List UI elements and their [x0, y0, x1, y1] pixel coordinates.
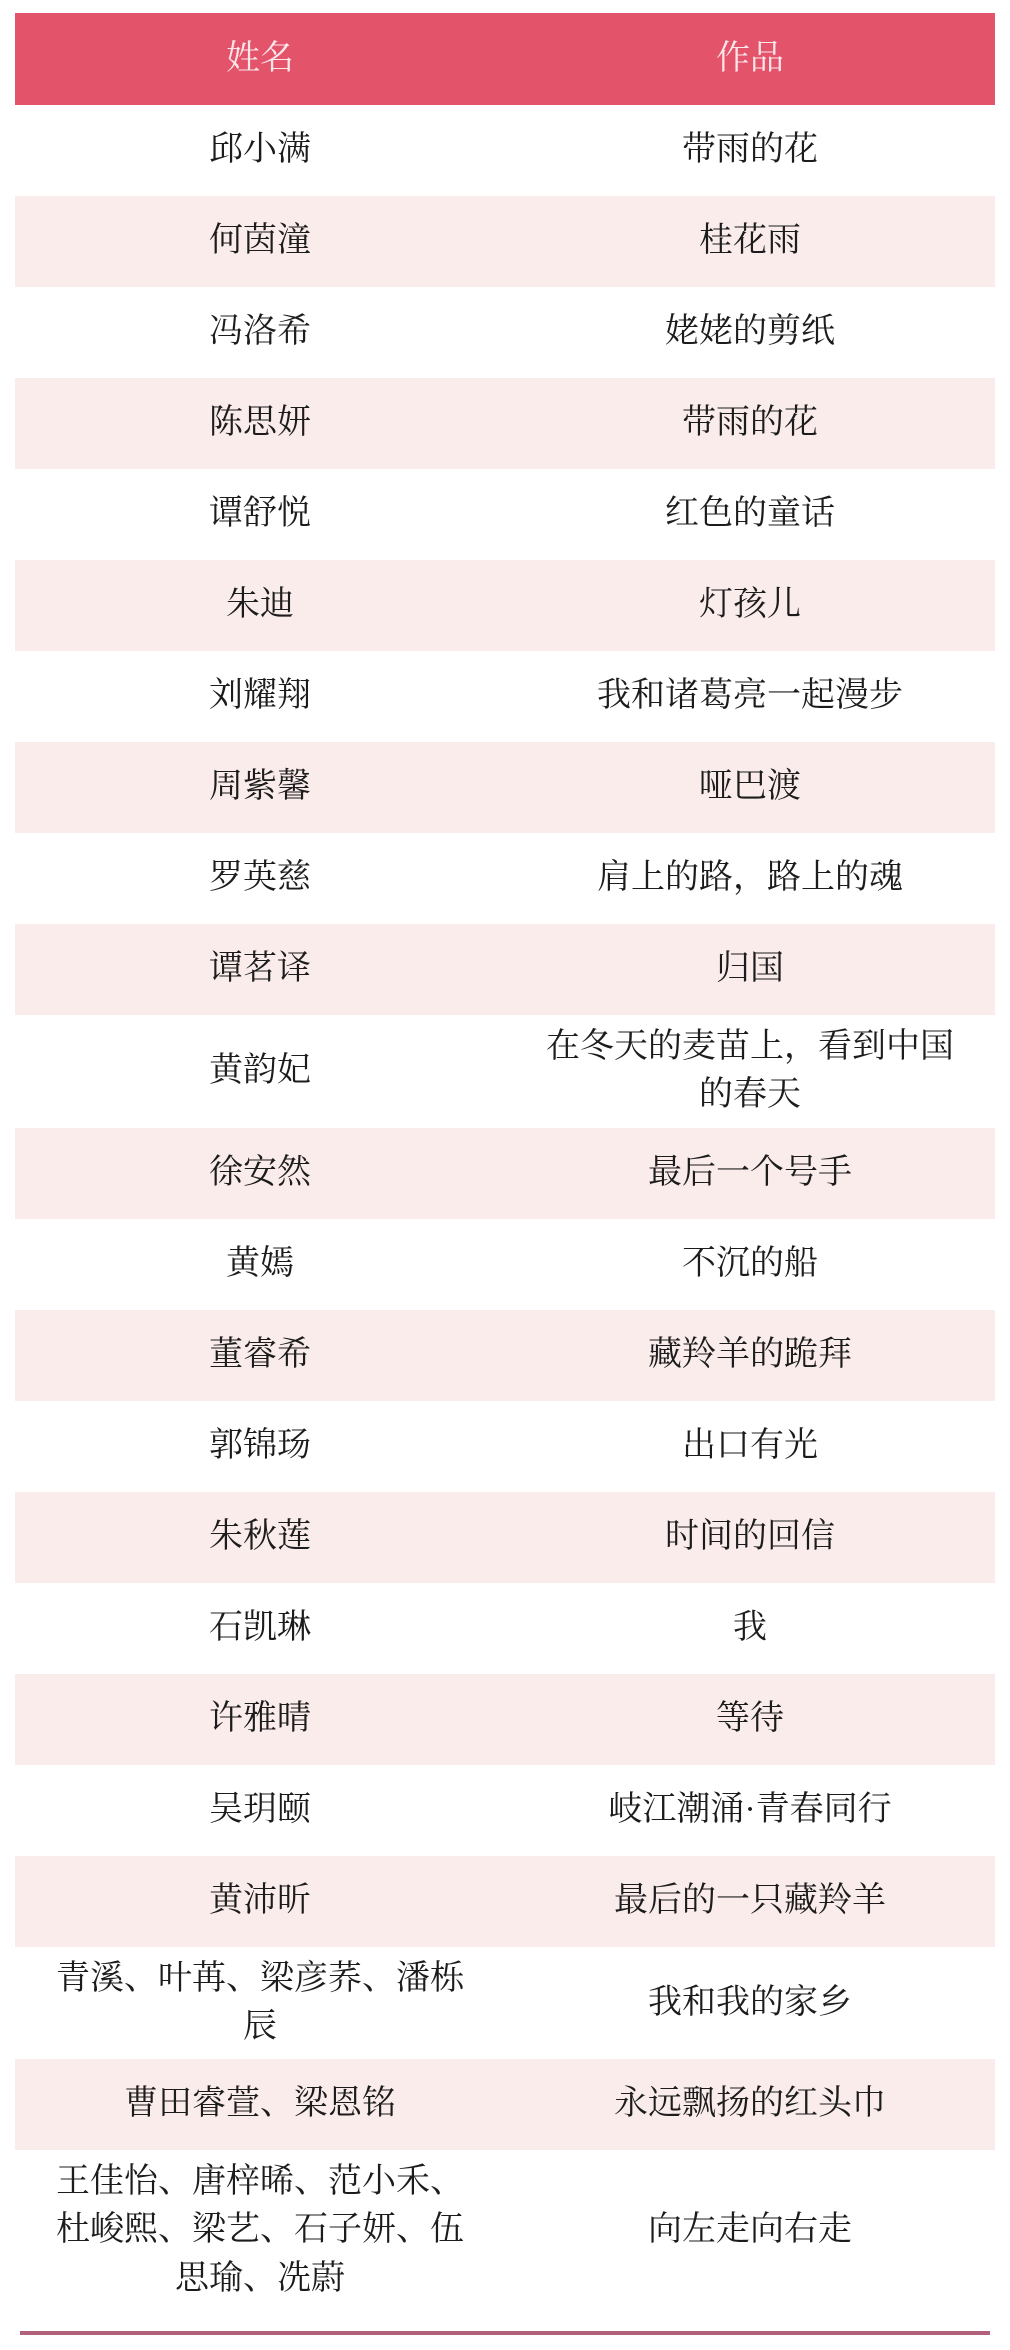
name-cell: 何茵潼 [209, 222, 311, 260]
work-cell: 姥姥的剪纸 [665, 313, 835, 351]
name-cell: 吴玥颐 [209, 1790, 311, 1828]
table-row [15, 1401, 995, 1492]
work-cell: 桂花雨 [699, 222, 801, 260]
work-cell: 带雨的花 [682, 131, 818, 169]
table-row [15, 560, 995, 651]
work-cell: 不沉的船 [682, 1244, 818, 1282]
name-cell: 黄韵妃 [209, 1052, 311, 1090]
table-row [15, 105, 995, 196]
table-row [15, 1947, 995, 2060]
bottom-divider [20, 2331, 990, 2335]
name-cell: 周紫馨 [209, 768, 311, 806]
name-cell: 青溪、叶苒、梁彦荞、潘栎辰 [56, 1959, 464, 2045]
table-row [15, 742, 995, 833]
name-cell: 谭舒悦 [209, 495, 311, 533]
work-cell: 红色的童话 [665, 495, 835, 533]
table-row [15, 1219, 995, 1310]
name-cell: 陈思妍 [209, 404, 311, 442]
name-cell: 石凯琳 [209, 1608, 311, 1646]
name-cell: 刘耀翔 [209, 677, 311, 715]
work-cell: 向左走向右走 [648, 2211, 852, 2249]
work-cell: 藏羚羊的跪拜 [648, 1335, 852, 1373]
name-cell: 朱迪 [226, 586, 294, 624]
name-cell: 谭茗译 [209, 950, 311, 988]
table-row [15, 1128, 995, 1219]
work-cell: 最后的一只藏羚羊 [614, 1881, 886, 1919]
table-row [15, 1310, 995, 1401]
work-cell: 我 [733, 1608, 767, 1646]
table-header-row [15, 13, 995, 105]
work-cell: 灯孩儿 [699, 586, 801, 624]
table-row [15, 924, 995, 1015]
name-cell: 王佳怡、唐梓晞、范小禾、杜峻熙、梁艺、石子妍、伍思瑜、冼蔚 [56, 2163, 464, 2297]
table-row [15, 378, 995, 469]
work-cell: 我和我的家乡 [648, 1983, 852, 2021]
work-cell: 最后一个号手 [648, 1153, 852, 1191]
work-cell: 哑巴渡 [699, 768, 801, 806]
work-cell: 我和诸葛亮一起漫步 [597, 677, 903, 715]
table-row [15, 1015, 995, 1128]
name-cell: 黄沛昕 [209, 1881, 311, 1919]
work-cell: 永远飘扬的红头巾 [614, 2085, 886, 2123]
name-cell: 董睿希 [209, 1335, 311, 1373]
table-row [15, 2150, 995, 2311]
table-row [15, 1492, 995, 1583]
table-row [15, 651, 995, 742]
name-cell: 邱小满 [209, 131, 311, 169]
work-cell: 等待 [716, 1699, 784, 1737]
name-cell: 许雅晴 [209, 1699, 311, 1737]
name-cell: 冯洛希 [209, 313, 311, 351]
table-row [15, 833, 995, 924]
work-cell: 在冬天的麦苗上，看到中国的春天 [546, 1028, 954, 1114]
awards-table [15, 13, 995, 2311]
table-row [15, 287, 995, 378]
table-row [15, 2059, 995, 2150]
name-cell: 朱秋莲 [209, 1517, 311, 1555]
work-cell: 肩上的路，路上的魂 [597, 859, 903, 897]
table-row [15, 1583, 995, 1674]
table-row [15, 1856, 995, 1947]
column-header-work: 作品 [716, 39, 784, 77]
work-cell: 出口有光 [682, 1426, 818, 1464]
work-cell: 岐江潮涌·青春同行 [608, 1790, 892, 1828]
work-cell: 归国 [716, 950, 784, 988]
table-row [15, 1674, 995, 1765]
work-cell: 时间的回信 [665, 1517, 835, 1555]
column-header-name: 姓名 [226, 39, 294, 77]
table-body [15, 105, 995, 2311]
name-cell: 郭锦玚 [209, 1426, 311, 1464]
name-cell: 黄嫣 [226, 1244, 294, 1282]
table-row [15, 469, 995, 560]
name-cell: 曹田睿萱、梁恩铭 [124, 2085, 396, 2123]
table-row [15, 196, 995, 287]
table-row [15, 1765, 995, 1856]
name-cell: 徐安然 [209, 1153, 311, 1191]
name-cell: 罗英慈 [209, 859, 311, 897]
work-cell: 带雨的花 [682, 404, 818, 442]
